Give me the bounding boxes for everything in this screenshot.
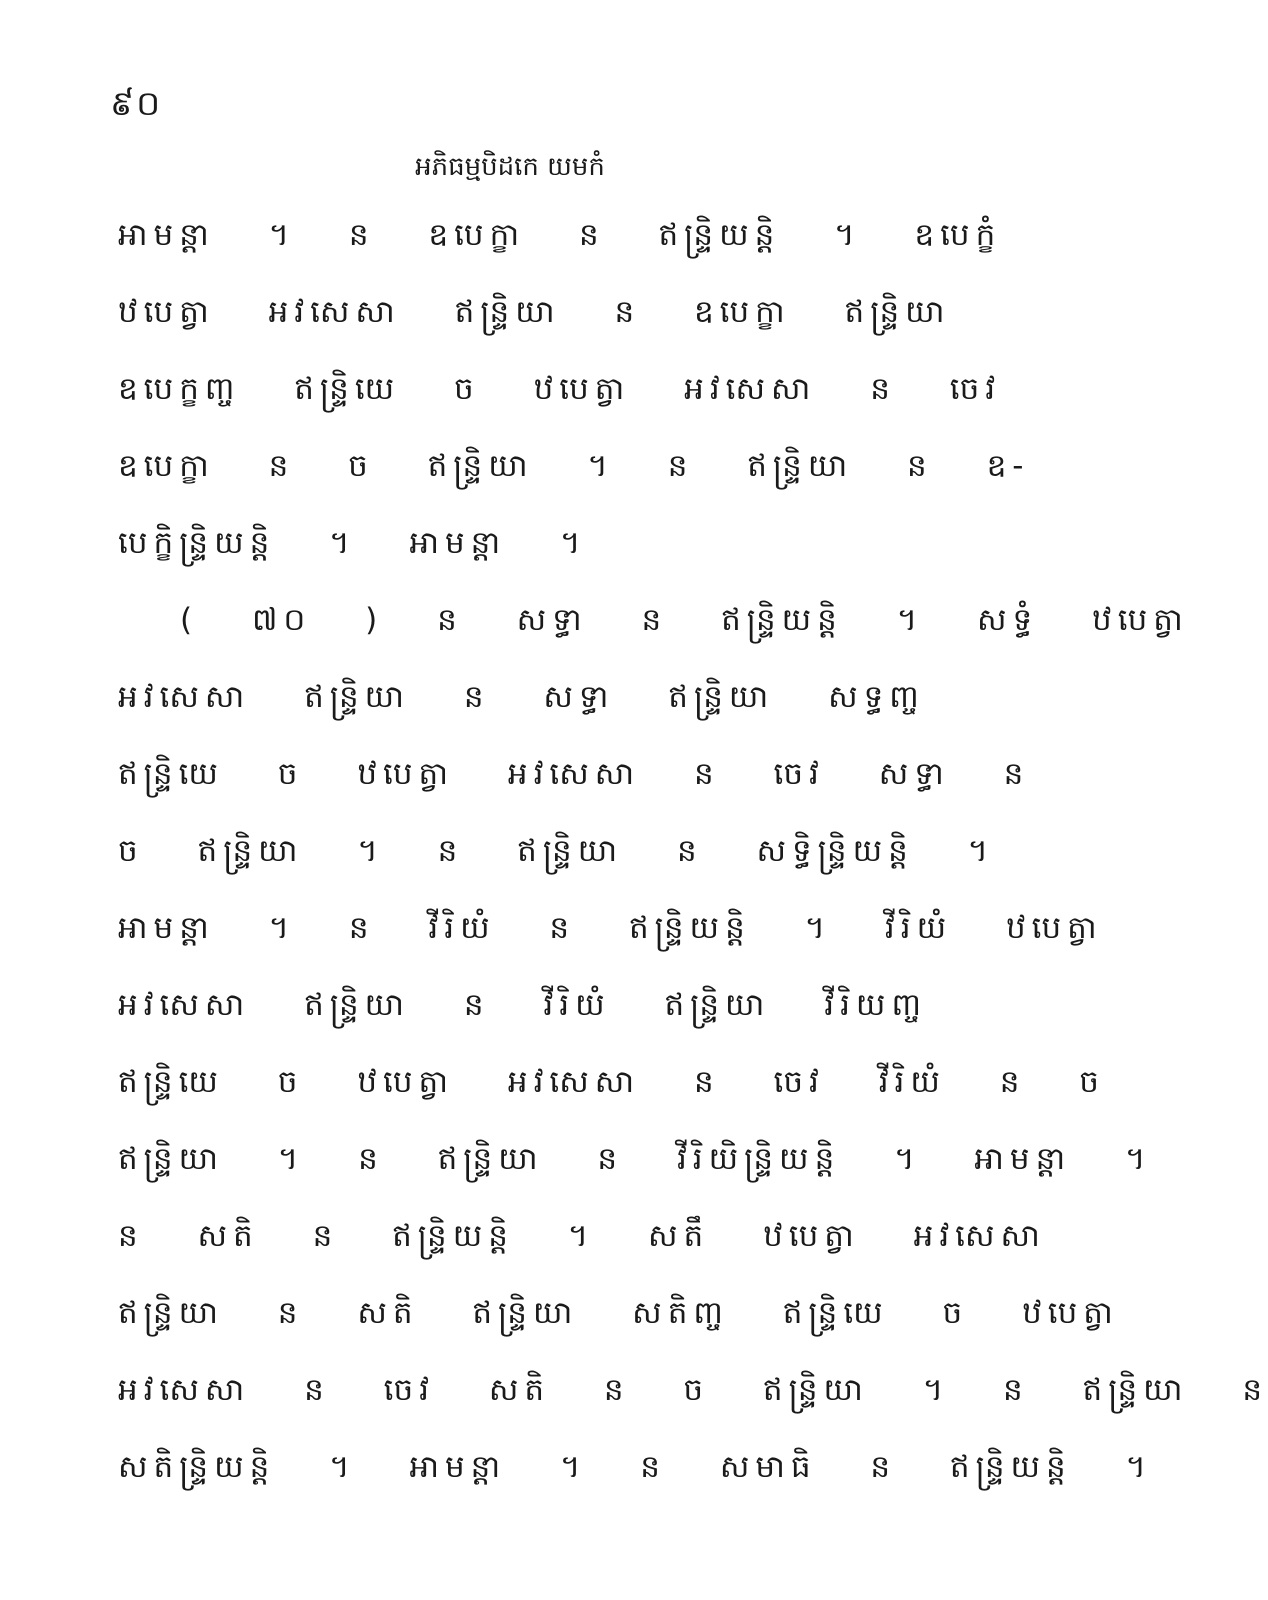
body-text <box>118 208 1268 1517</box>
text-line: អាមន្តា ។ ន ឧបេក្ខា ន ឥន្ទ្រិយន្តិ ។ ឧបេក្ខំ <box>118 217 1002 253</box>
text-line: ន សតិ ន ឥន្ទ្រិយន្តិ ។ សតឹ ឋបេត្វា អវសេសា <box>118 1218 1046 1254</box>
text-line: ឧបេក្ខញ្ច ឥន្ទ្រិយេ ច ឋបេត្វា អវសេសា ន ចេវ <box>118 371 1002 407</box>
text-line: អវសេសា ន ចេវ សតិ ន ច ឥន្ទ្រិយា ។ ន ឥន្ទ្រិយា ន <box>118 1372 1268 1408</box>
running-head: អភិធម្មបិដកេ យមកំ <box>415 152 605 182</box>
text-line: អវសេសា ឥន្ទ្រិយា ន វីរិយំ ឥន្ទ្រិយា វីរិយញ្ច <box>118 987 927 1023</box>
text-line: បេក្ខិន្ទ្រិយន្តិ ។ អាមន្តា ។ <box>118 525 587 561</box>
paragraph-start-line: ( ៧០ ) ន សទ្ធា ន ឥន្ទ្រិយន្តិ ។ សទ្ធំ ឋបេត្វា <box>180 602 1189 638</box>
text-line: អាមន្តា ។ ន វីរិយំ ន ឥន្ទ្រិយន្តិ ។ វីរិយំ ឋបេត្វា <box>118 910 1103 946</box>
text-line: ឥន្ទ្រិយា ។ ន ឥន្ទ្រិយា ន វីរិយិន្ទ្រិយន្តិ ។ អាមន្តា ។ <box>118 1141 1152 1177</box>
text-line: ឥន្ទ្រិយា ន សតិ ឥន្ទ្រិយា សតិញ្ច ឥន្ទ្រិយេ ច ឋបេត្វា <box>118 1295 1119 1331</box>
text-line: ឥន្ទ្រិយេ ច ឋបេត្វា អវសេសា ន ចេវ វីរិយំ ន ច <box>118 1064 1105 1100</box>
text-line: ច ឥន្ទ្រិយា ។ ន ឥន្ទ្រិយា ន សទ្ធិន្ទ្រិយន្តិ ។ <box>118 833 995 869</box>
text-line: ឥន្ទ្រិយេ ច ឋបេត្វា អវសេសា ន ចេវ សទ្ធា ន <box>118 756 1030 792</box>
text-line: ឋបេត្វា អវសេសា ឥន្ទ្រិយា ន ឧបេក្ខា ឥន្ទ្រិយា <box>118 294 951 330</box>
text-line: សតិន្ទ្រិយន្តិ ។ អាមន្តា ។ ន សមាធិ ន ឥន្ទ្រិយន្តិ ។ <box>118 1449 1152 1485</box>
text-line: ឧបេក្ខា ន ច ឥន្ទ្រិយា ។ ន ឥន្ទ្រិយា ន ឧ- <box>118 448 1030 484</box>
page-number: ៩០ <box>110 84 163 124</box>
text-line: អវសេសា ឥន្ទ្រិយា ន សទ្ធា ឥន្ទ្រិយា សទ្ធញ្ច <box>118 679 925 715</box>
